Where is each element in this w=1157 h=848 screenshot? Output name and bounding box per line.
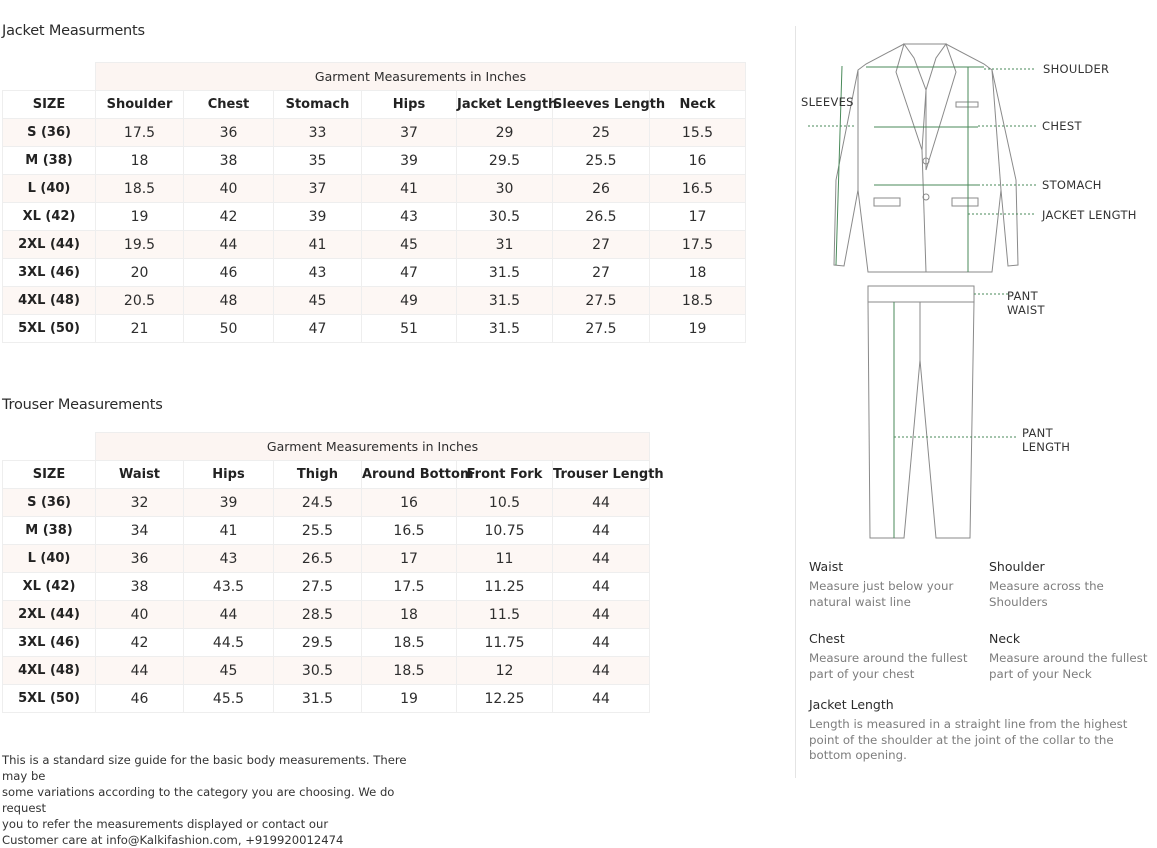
guide-title: Jacket Length xyxy=(809,697,894,712)
guide-title: Chest xyxy=(809,631,845,646)
table-row xyxy=(3,147,746,175)
column-header-size: SIZE xyxy=(3,91,96,119)
column-header-shoulder: Shoulder xyxy=(96,91,184,119)
column-header-size: SIZE xyxy=(3,461,96,489)
measurement-cell: 10.75 xyxy=(457,517,553,545)
measurement-cell: 18 xyxy=(362,601,457,629)
measurement-cell: 31.5 xyxy=(457,287,553,315)
measurement-cell: 40 xyxy=(96,601,184,629)
measurement-cell: 46 xyxy=(96,685,184,713)
measurement-cell: 31 xyxy=(457,231,553,259)
measurement-cell: 19 xyxy=(96,203,184,231)
measurement-cell: 39 xyxy=(184,489,274,517)
measurement-cell: 32 xyxy=(96,489,184,517)
measurement-cell: 31.5 xyxy=(457,259,553,287)
table-row xyxy=(3,657,650,685)
jacket-band-row xyxy=(3,63,746,91)
table-row xyxy=(3,601,650,629)
measurement-cell: 43.5 xyxy=(184,573,274,601)
column-header-around-bottom: Around Bottom xyxy=(362,461,457,489)
jacket-header-row xyxy=(3,91,746,119)
measurement-cell: 25 xyxy=(553,119,650,147)
size-label-cell: 2XL (44) xyxy=(3,231,96,259)
measurement-cell: 24.5 xyxy=(274,489,362,517)
measurement-cell: 20.5 xyxy=(96,287,184,315)
size-label-cell: XL (42) xyxy=(3,573,96,601)
size-label-cell: L (40) xyxy=(3,545,96,573)
guide-title: Shoulder xyxy=(989,559,1045,574)
size-label-cell: XL (42) xyxy=(3,203,96,231)
measurement-cell: 31.5 xyxy=(274,685,362,713)
table-row xyxy=(3,231,746,259)
measurement-cell: 19 xyxy=(362,685,457,713)
measurement-cell: 39 xyxy=(362,147,457,175)
size-label-cell: 5XL (50) xyxy=(3,685,96,713)
column-header-stomach: Stomach xyxy=(274,91,362,119)
guide-description: Measure around the fullest part of your Neck xyxy=(989,651,1148,681)
table-row xyxy=(3,629,650,657)
measurement-cell: 43 xyxy=(184,545,274,573)
table-row xyxy=(3,119,746,147)
measurement-cell: 44 xyxy=(96,657,184,685)
measurement-cell: 27 xyxy=(553,231,650,259)
measurement-cell: 17 xyxy=(650,203,746,231)
table-row xyxy=(3,545,650,573)
measurement-cell: 41 xyxy=(362,175,457,203)
guide-shoulder xyxy=(989,559,1154,610)
table-row xyxy=(3,573,650,601)
measurement-cell: 30.5 xyxy=(457,203,553,231)
guide-description: Length is measured in a straight line from the highest point of the shoulder at the joint of the collar to the bottom opening. xyxy=(809,717,1128,762)
measurement-cell: 41 xyxy=(274,231,362,259)
measurement-cell: 25.5 xyxy=(274,517,362,545)
measurement-cell: 26.5 xyxy=(553,203,650,231)
table-row xyxy=(3,489,650,517)
jacket-table-body xyxy=(3,119,746,343)
measurement-cell: 44 xyxy=(553,545,650,573)
breast-pocket xyxy=(956,102,978,107)
measurement-cell: 44 xyxy=(553,685,650,713)
measurement-cell: 27.5 xyxy=(553,315,650,343)
measurement-cell: 48 xyxy=(184,287,274,315)
measurement-cell: 36 xyxy=(184,119,274,147)
measurement-cell: 15.5 xyxy=(650,119,746,147)
guide-neck xyxy=(989,631,1154,682)
hip-pocket-right xyxy=(952,198,978,206)
measurement-cell: 18 xyxy=(650,259,746,287)
measurement-cell: 47 xyxy=(274,315,362,343)
guide-title: Waist xyxy=(809,559,844,574)
measurement-cell: 43 xyxy=(362,203,457,231)
footnote-line: This is a standard size guide for the basic body measurements. There may be xyxy=(2,753,407,783)
measurement-cell: 28.5 xyxy=(274,601,362,629)
size-label-cell: L (40) xyxy=(3,175,96,203)
measurement-cell: 30.5 xyxy=(274,657,362,685)
sleeves-callout: SLEEVES xyxy=(801,95,854,109)
size-label-cell: 3XL (46) xyxy=(3,259,96,287)
measurement-cell: 17.5 xyxy=(362,573,457,601)
column-header-neck: Neck xyxy=(650,91,746,119)
jacket-size-table xyxy=(2,62,746,343)
measurement-cell: 38 xyxy=(96,573,184,601)
measurement-cell: 44 xyxy=(553,629,650,657)
measurement-cell: 16 xyxy=(650,147,746,175)
measurement-cell: 12.25 xyxy=(457,685,553,713)
measurement-cell: 44.5 xyxy=(184,629,274,657)
measurement-cell: 11.75 xyxy=(457,629,553,657)
measurement-cell: 17.5 xyxy=(650,231,746,259)
jacket-collar xyxy=(896,44,926,150)
measurement-cell: 37 xyxy=(274,175,362,203)
measurement-cell: 11.5 xyxy=(457,601,553,629)
size-label-cell: M (38) xyxy=(3,147,96,175)
measurement-cell: 25.5 xyxy=(553,147,650,175)
measurement-cell: 44 xyxy=(184,231,274,259)
trouser-outline xyxy=(868,302,974,538)
guide-title: Neck xyxy=(989,631,1021,646)
jacket-lapel-right xyxy=(926,44,956,170)
jacket-band-label: Garment Measurements in Inches xyxy=(96,63,746,91)
measurement-cell: 31.5 xyxy=(457,315,553,343)
trouser-table-body xyxy=(3,489,650,713)
size-label-cell: 4XL (48) xyxy=(3,287,96,315)
size-label-cell: 5XL (50) xyxy=(3,315,96,343)
column-header-chest: Chest xyxy=(184,91,274,119)
measurement-cell: 16.5 xyxy=(650,175,746,203)
footnote-contact-line[interactable]: Customer care at info@Kalkifashion.com, +919920012474 xyxy=(2,833,344,847)
pant-length-callout: PANT LENGTH xyxy=(1022,426,1071,454)
guide-chest xyxy=(809,631,984,682)
measurement-cell: 43 xyxy=(274,259,362,287)
guide-description: Measure across the Shoulders xyxy=(989,579,1104,609)
size-label-cell: 3XL (46) xyxy=(3,629,96,657)
measurement-cell: 45.5 xyxy=(184,685,274,713)
guide-waist xyxy=(809,559,979,610)
measurement-cell: 17.5 xyxy=(96,119,184,147)
table-row xyxy=(3,517,650,545)
measurement-cell: 35 xyxy=(274,147,362,175)
measurement-cell: 27 xyxy=(553,259,650,287)
size-label-cell: S (36) xyxy=(3,119,96,147)
measurement-cell: 18 xyxy=(96,147,184,175)
measurement-cell: 29.5 xyxy=(274,629,362,657)
measurement-cell: 45 xyxy=(362,231,457,259)
measurement-cell: 33 xyxy=(274,119,362,147)
measurement-cell: 11.25 xyxy=(457,573,553,601)
measurement-cell: 20 xyxy=(96,259,184,287)
measurement-cell: 17 xyxy=(362,545,457,573)
size-label-cell: S (36) xyxy=(3,489,96,517)
trouser-band-row xyxy=(3,433,650,461)
measurement-cell: 18.5 xyxy=(650,287,746,315)
measurement-cell: 38 xyxy=(184,147,274,175)
trouser-section-title: Trouser Measurements xyxy=(2,397,163,413)
measurement-cell: 29.5 xyxy=(457,147,553,175)
hip-pocket-left xyxy=(874,198,900,206)
column-header-jacket-length: Jacket Length xyxy=(457,91,553,119)
measurement-cell: 37 xyxy=(362,119,457,147)
measurement-cell: 49 xyxy=(362,287,457,315)
table-row xyxy=(3,203,746,231)
measurement-cell: 44 xyxy=(553,657,650,685)
stomach-callout: STOMACH xyxy=(1042,178,1102,192)
measurement-cell: 27.5 xyxy=(274,573,362,601)
column-header-sleeves-length: Sleeves Length xyxy=(553,91,650,119)
table-row xyxy=(3,175,746,203)
measurement-cell: 19 xyxy=(650,315,746,343)
jacket-section-title: Jacket Measurments xyxy=(2,23,145,39)
measurement-cell: 11 xyxy=(457,545,553,573)
measurement-cell: 26.5 xyxy=(274,545,362,573)
measurement-cell: 27.5 xyxy=(553,287,650,315)
column-header-hips: Hips xyxy=(184,461,274,489)
column-header-waist: Waist xyxy=(96,461,184,489)
measurement-cell: 42 xyxy=(184,203,274,231)
measurement-cell: 44 xyxy=(553,573,650,601)
shoulder-callout: SHOULDER xyxy=(1043,62,1110,76)
guide-jacket-length xyxy=(809,697,1149,764)
table-row xyxy=(3,287,746,315)
measurement-cell: 29 xyxy=(457,119,553,147)
guide-description: Measure around the fullest part of your chest xyxy=(809,651,968,681)
measurement-cell: 51 xyxy=(362,315,457,343)
measurement-cell: 34 xyxy=(96,517,184,545)
measurement-cell: 36 xyxy=(96,545,184,573)
measurement-cell: 21 xyxy=(96,315,184,343)
trouser-size-table xyxy=(2,432,664,713)
pant-waist-callout: PANT WAIST xyxy=(1007,289,1045,317)
measurement-cell: 44 xyxy=(553,517,650,545)
table-row xyxy=(3,259,746,287)
measurement-cell: 30 xyxy=(457,175,553,203)
measurement-cell: 10.5 xyxy=(457,489,553,517)
size-label-cell: M (38) xyxy=(3,517,96,545)
measurement-cell: 45 xyxy=(184,657,274,685)
trouser-band-label: Garment Measurements in Inches xyxy=(96,433,650,461)
measurement-cell: 18.5 xyxy=(362,657,457,685)
column-header-front-fork: Front Fork xyxy=(457,461,553,489)
table-row xyxy=(3,685,650,713)
measurement-cell: 18.5 xyxy=(96,175,184,203)
size-guide-footnote xyxy=(2,752,422,848)
garment-diagram xyxy=(796,30,1157,550)
column-header-trouser-length: Trouser Length xyxy=(553,461,650,489)
measurement-cell: 47 xyxy=(362,259,457,287)
measurement-cell: 39 xyxy=(274,203,362,231)
measurement-cell: 26 xyxy=(553,175,650,203)
measurement-cell: 19.5 xyxy=(96,231,184,259)
measurement-cell: 44 xyxy=(553,489,650,517)
measurement-cell: 40 xyxy=(184,175,274,203)
column-header-thigh: Thigh xyxy=(274,461,362,489)
footnote-line: some variations according to the category you are choosing. We do request xyxy=(2,785,395,815)
measurement-cell: 45 xyxy=(274,287,362,315)
measurement-cell: 44 xyxy=(553,601,650,629)
size-label-cell: 4XL (48) xyxy=(3,657,96,685)
jacket-length-callout: JACKET LENGTH xyxy=(1042,208,1137,222)
measurement-cell: 12 xyxy=(457,657,553,685)
trouser-waistband xyxy=(868,286,974,302)
chest-callout: CHEST xyxy=(1042,119,1082,133)
measurement-cell: 41 xyxy=(184,517,274,545)
measurement-cell: 42 xyxy=(96,629,184,657)
trouser-header-row xyxy=(3,461,650,489)
guide-description: Measure just below your natural waist line xyxy=(809,579,954,609)
footnote-line: you to refer the measurements displayed or contact our xyxy=(2,817,329,831)
column-header-hips: Hips xyxy=(362,91,457,119)
measurement-cell: 50 xyxy=(184,315,274,343)
measurement-cell: 44 xyxy=(184,601,274,629)
measurement-cell: 16 xyxy=(362,489,457,517)
measurement-cell: 16.5 xyxy=(362,517,457,545)
table-row xyxy=(3,315,746,343)
measurement-cell: 46 xyxy=(184,259,274,287)
measurement-cell: 18.5 xyxy=(362,629,457,657)
size-label-cell: 2XL (44) xyxy=(3,601,96,629)
